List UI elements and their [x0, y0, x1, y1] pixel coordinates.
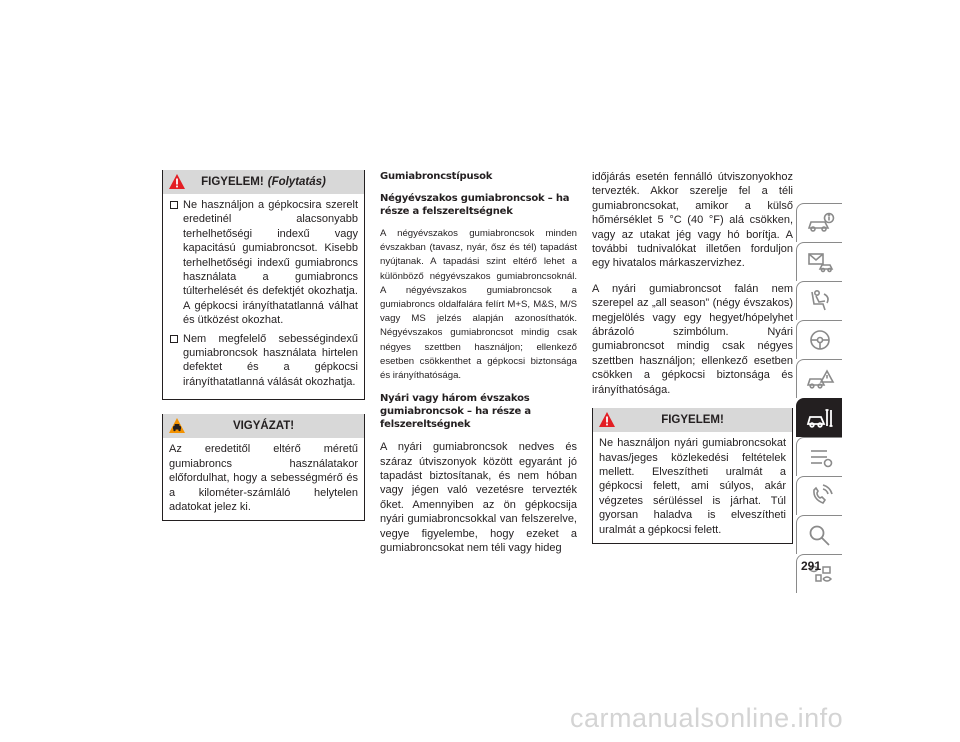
car-info-icon: [805, 210, 835, 236]
warning-box-title: FIGYELEM!: [661, 414, 724, 427]
warning-triangle-icon: [168, 173, 186, 190]
steering-wheel-icon: [805, 327, 835, 353]
warning-box-header: [163, 170, 364, 194]
sidebar-tab-getting-started[interactable]: [796, 242, 842, 281]
warning-box-title: FIGYELEM!: [201, 176, 264, 188]
warning-box-continued: [162, 170, 365, 400]
watermark: carmanualsonline.info: [570, 703, 844, 733]
warning-triangle-icon: [598, 411, 616, 428]
middle-column: [380, 170, 577, 566]
warning-box-title-suffix: (Folytatás): [267, 176, 326, 188]
caution-box: [162, 414, 365, 521]
sidebar-tab-safety[interactable]: [796, 281, 842, 320]
warning-bullet-item: [169, 332, 358, 390]
envelope-car-icon: [805, 249, 835, 275]
sidebar-tab-multimedia[interactable]: [796, 476, 842, 515]
summer-text: A nyári gumiabroncsok nedves és száraz útviszonyok között egyaránt jó tapadást biztosítanak, és nem hóban vagy jégen való vezetésre tervezték őket. Amennyiben az ön gépkocsija nyári gumiabroncsokkal van felszerelve, vegye figyelembe, hogy ezeket a gumiabroncsokat nem téli vagy hideg: [380, 441, 577, 555]
sidebar-tab-driving[interactable]: [796, 320, 842, 359]
sidebar-tab-service[interactable]: [796, 398, 842, 437]
chapter-sidebar: [796, 203, 842, 593]
warning-box-text: Ne használjon nyári gumiabroncsokat havas/jeges közlekedési feltételek mellett. Elveszítheti uralmát a gépkocsi felett, ami súlyos, akár végzetes sérüléssel is járhat. Túl gyorsan haladva is elveszítheti uralmát a gépkocsi felett.: [599, 437, 786, 536]
section-title: Gumiabroncstípusok: [380, 171, 493, 182]
all-season-text: A négyévszakos gumiabroncsok minden évszakban (tavasz, nyár, ősz és tél) tapadást nyújtanak. A tapadási szint eltérő lehet a különböző négyévszakos gumiabroncsoknál. A négyévszakos gumiabroncsok a gumiabroncs oldalfalára felírt M+S, M&S, M/S vagy MS jelzés alapján azonosíthatók. Négyévszakos gumiabroncsot mindig csak négyes szettben használjon; ellenkező esetben csökkenthet a gépkocsi biztonsága és irányíthatósága.: [380, 228, 577, 382]
subsection-title-summer: Nyári vagy három évszakos gumiabroncsok – ha része a felszereltségnek: [380, 393, 531, 431]
magnifier-icon: [805, 522, 835, 548]
sidebar-tab-car-info[interactable]: [796, 203, 842, 242]
checklist-icon: [805, 444, 835, 470]
bullet-square-icon: [170, 335, 178, 343]
warning-box-body: [163, 194, 364, 399]
sidebar-tab-index[interactable]: [796, 515, 842, 554]
car-service-icon: [805, 405, 835, 431]
summer-marking-text: A nyári gumiabroncsot falán nem szerepel az „all season” (négy évszakos) megjelölés vagy egy hegyet/hópelyhet ábrázoló szimbólum. Nyári gumiabroncsot mindig csak négyes szettben használjon; ellenkező esetben csökken a gépkocsi biztonsága és irányíthatósága.: [592, 282, 793, 396]
sidebar-tab-specifications[interactable]: [796, 437, 842, 476]
warning-box-header: [593, 408, 792, 432]
caution-box-title: VIGYÁZAT!: [232, 420, 295, 433]
caution-box-text: Az eredetitől eltérő méretű gumiabroncs használatakor előfordulhat, hogy a sebességmérő és a kilométer-számláló helytelen adatokat jelez ki.: [169, 443, 358, 513]
warning-box-summer: [592, 408, 793, 544]
caution-box-body: [163, 438, 364, 520]
caution-box-header: [163, 414, 364, 438]
warning-bullet-text: Nem megfelelő sebességindexű gumiabroncsok használata hirtelen defektet és a gépkocsi irányíthatatlanná válását okozhatja.: [183, 332, 358, 388]
phone-signal-icon: [805, 483, 835, 509]
bullet-square-icon: [170, 201, 178, 209]
right-column: [592, 170, 793, 558]
caution-car-icon: [168, 417, 186, 434]
warning-bullet-item: [169, 198, 358, 328]
left-column: [162, 170, 365, 535]
car-warning-icon: [805, 366, 835, 392]
page-number: 291: [801, 559, 822, 573]
warning-box-body: [593, 432, 792, 543]
seat-airbag-icon: [805, 288, 835, 314]
warning-bullet-text: Ne használjon a gépkocsira szerelt eredetinél alacsonyabb terhelhetőségi indexű vagy kapacitású gumiabroncsot. Kisebb terhelhetőségi indexű gumiabroncs használata a gumiabroncs túlterhelését és defektjét okozhatja. A gépkocsi irányíthatatlanná válhat és ütközést okozhat.: [183, 199, 358, 327]
sidebar-tab-emergency[interactable]: [796, 359, 842, 398]
subsection-title-all-season: Négyévszakos gumiabroncsok – ha része a felszereltségnek: [380, 193, 570, 217]
summer-text-continued: időjárás esetén fennálló útviszonyokhoz tervezték. Akkor szerelje fel a téli gumiabroncsokat, amikor a külső hőmérséklet 5 °C (40 °F) alá csökken, vagy az utakat jég vagy hó borítja. A további tudnivalókat illetően forduljon egy hivatalos márkaszervizhez.: [592, 171, 793, 270]
